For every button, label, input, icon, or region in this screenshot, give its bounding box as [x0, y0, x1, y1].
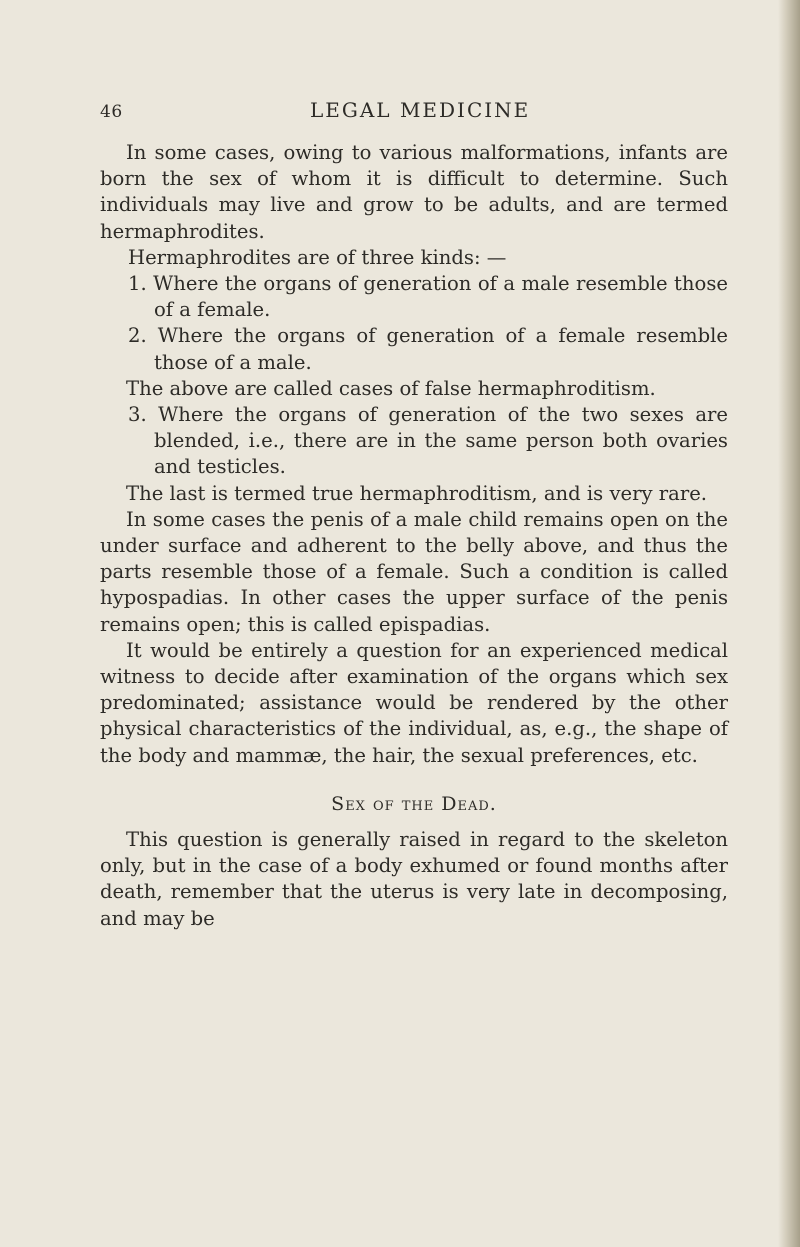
paragraph-true-hermaphroditism: The last is termed true hermaphroditism, and is very rare. — [126, 481, 708, 505]
paragraph-sex-of-dead: This question is generally raised in regard to the skeleton only, but in the case of a body exhumed or found months after death, remember that the uterus is very late in decomposing, and may be — [100, 828, 728, 930]
page-body — [100, 140, 728, 932]
page-header — [0, 98, 800, 128]
paragraph-false-hermaphroditism: The above are called cases of false hermaphroditism. — [126, 376, 656, 400]
section-heading: Sex of the Dead. — [331, 792, 497, 815]
paragraph-three-kinds: Hermaphrodites are of three kinds: — — [128, 245, 507, 269]
list-item-3: 3. Where the organs of generation of the two sexes are blended, i.e., there are in the same person both ovaries and testicles. — [128, 403, 728, 479]
list-item-2: 2. Where the organs of generation of a female resemble those of a male. — [128, 324, 728, 374]
paragraph-medical-witness: It would be entirely a question for an experienced medical witness to decide after examination of the organs which sex predominated; assistance would be rendered by the other physical characteristics of the individual, as, e.g., the shape of the body and mammæ, the hair, the sexual preferences, etc. — [100, 638, 728, 767]
paragraph-hypospadias: In some cases the penis of a male child remains open on the under surface and adherent to the belly above, and thus the parts resemble those of a female. Such a condition is called hypospadias. In other cases the upper surface of the penis remains open; this is called epispadias. — [100, 507, 728, 636]
running-head: LEGAL MEDICINE — [310, 98, 531, 122]
page-number: 46 — [100, 102, 123, 122]
list-item-1: 1. Where the organs of generation of a male resemble those of a female. — [128, 272, 728, 322]
paragraph-malformations: In some cases, owing to various malformations, infants are born the sex of whom it is difficult to determine. Such individuals may live and grow to be adults, and are termed hermaphrodites. — [100, 141, 728, 243]
page-edge-shadow — [778, 0, 800, 1247]
